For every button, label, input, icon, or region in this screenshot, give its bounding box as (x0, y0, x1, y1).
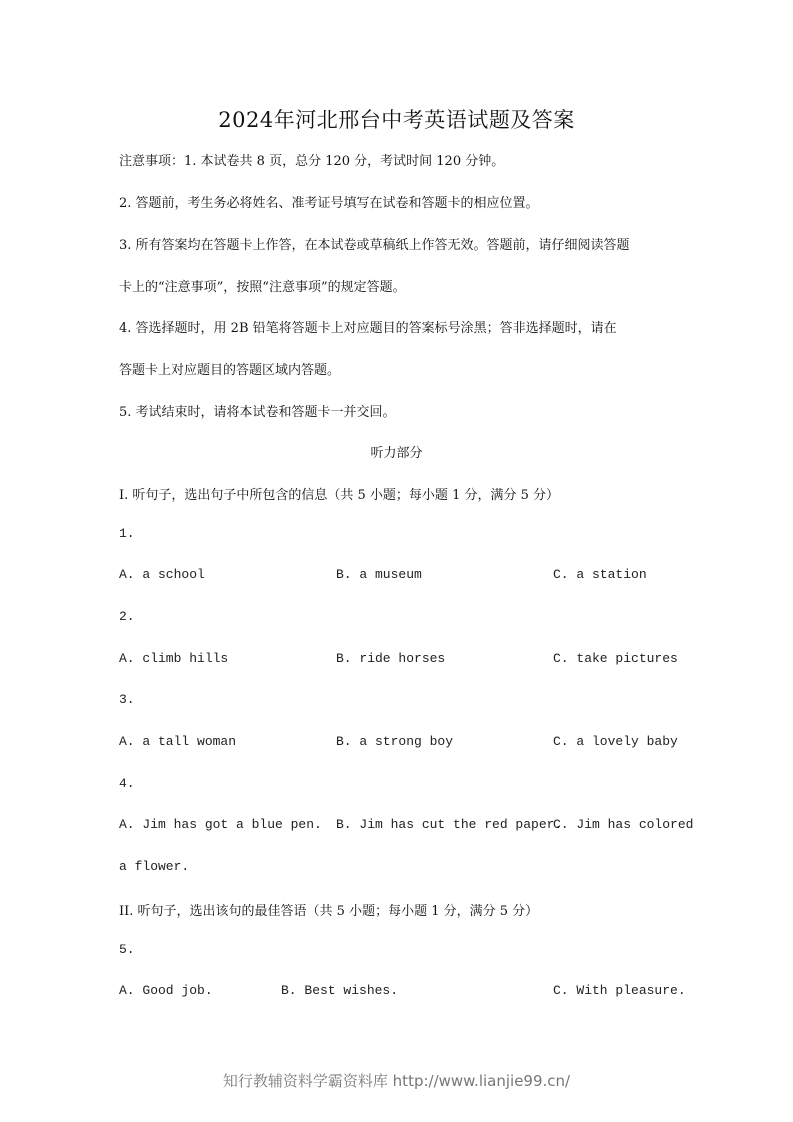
question-number: 5. (119, 942, 135, 957)
part1-heading: I. 听句子，选出句子中所包含的信息（共 5 小题；每小题 1 分，满分 5 分） (119, 488, 560, 503)
question-number: 3. (119, 692, 135, 707)
document-title: 2024年河北邢台中考英语试题及答案 (218, 108, 575, 132)
option-a: A. Good job. (119, 983, 213, 998)
option-b: B. a strong boy (336, 734, 454, 749)
option-a: A. a school (119, 567, 205, 582)
option-c: C. take pictures (553, 651, 678, 666)
part2-heading: II. 听句子，选出该句的最佳答语（共 5 小题；每小题 1 分，满分 5 分） (119, 904, 539, 919)
option-b: B. ride horses (336, 651, 446, 666)
option-c: C. a station (553, 567, 647, 582)
option-c-continuation: a flower. (119, 859, 190, 874)
option-b: B. a museum (336, 567, 422, 582)
option-c: C. With pleasure. (553, 983, 686, 998)
note-3: 3. 所有答案均在答题卡上作答，在本试卷或草稿纸上作答无效。答题前，请仔细阅读答题 (119, 238, 630, 253)
note-4-cont: 答题卡上对应题目的答题区域内答题。 (119, 363, 341, 378)
section-title: 听力部分 (370, 446, 423, 461)
question-number: 4. (119, 776, 135, 791)
option-a: A. climb hills (119, 651, 229, 666)
note-5: 5. 考试结束时，请将本试卷和答题卡一并交回。 (119, 405, 396, 420)
note-3-cont: 卡上的“注意事项”，按照“注意事项”的规定答题。 (119, 280, 406, 295)
question-number: 1. (119, 526, 135, 541)
option-a: A. Jim has got a blue pen. (119, 817, 322, 832)
option-a: A. a tall woman (119, 734, 237, 749)
option-b: B. Jim has cut the red paper. (336, 817, 563, 832)
note-1: 注意事项：1. 本试卷共 8 页，总分 120 分，考试时间 120 分钟。 (119, 154, 505, 169)
note-2: 2. 答题前，考生务必将姓名、准考证号填写在试卷和答题卡的相应位置。 (119, 196, 539, 211)
option-c: C. a lovely baby (553, 734, 678, 749)
question-number: 2. (119, 609, 135, 624)
note-4: 4. 答选择题时，用 2B 铅笔将答题卡上对应题目的答案标号涂黑；答非选择题时，请在 (119, 321, 617, 336)
option-c: C. Jim has colored (553, 817, 694, 832)
footer-watermark: 知行教辅资料学霸资料库 http://www.lianjie99.cn/ (222, 1072, 571, 1090)
option-b: B. Best wishes. (281, 983, 399, 998)
